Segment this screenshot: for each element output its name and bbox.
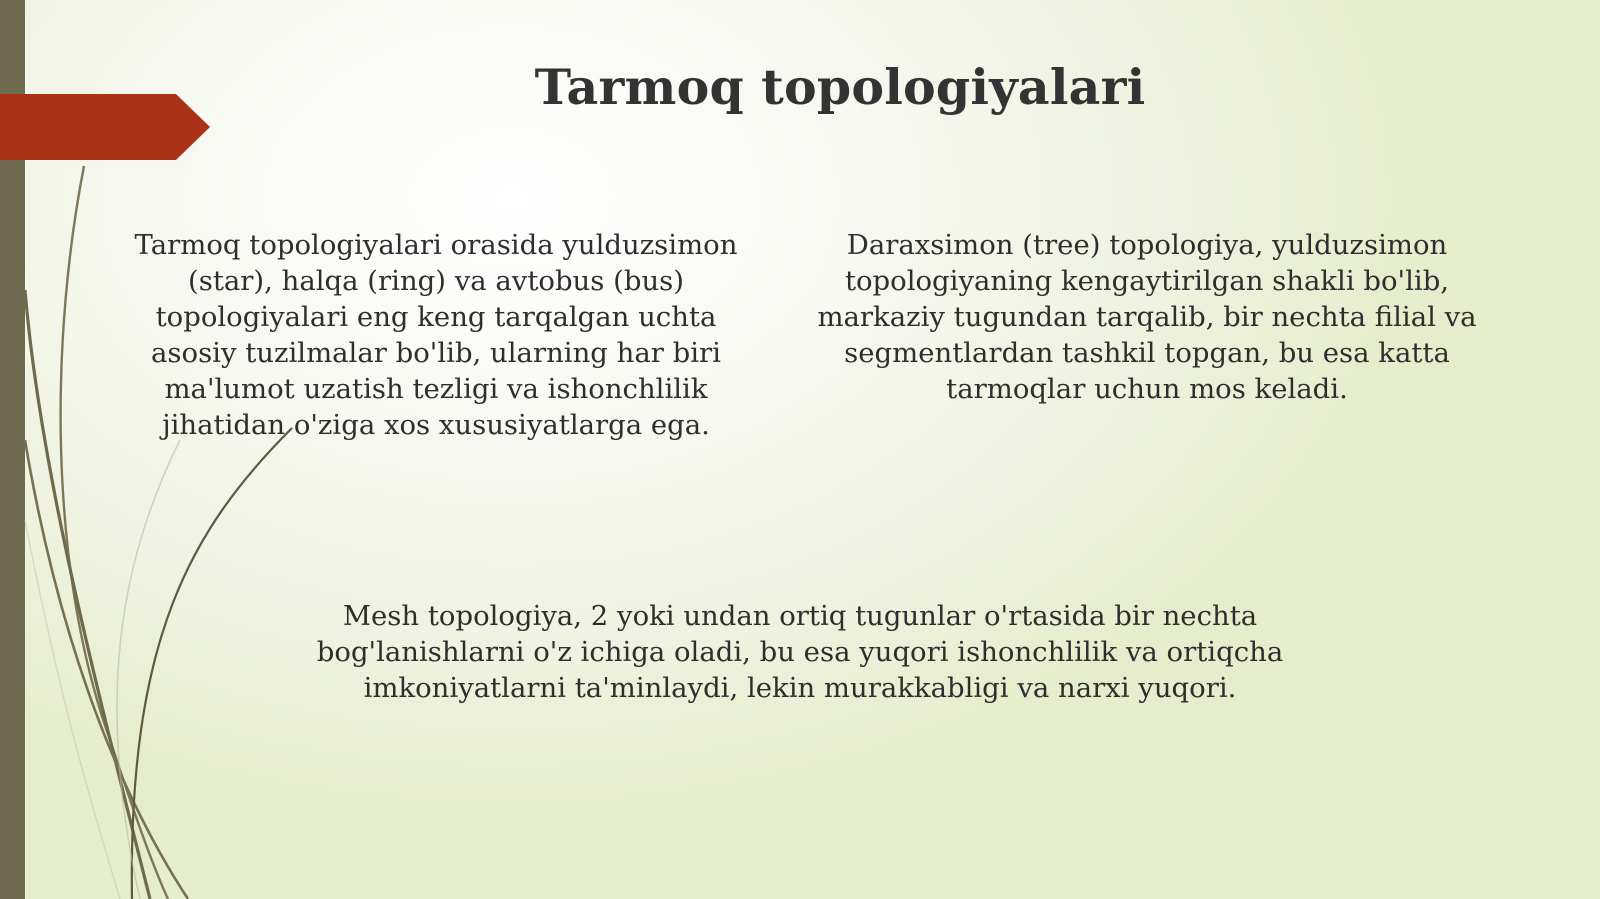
paragraph-tree-topology: Daraxsimon (tree) topologiya, yulduzsimon topologiyaning kengaytirilgan shakli bo'lib, markaziy tugundan tarqalib, bir nechta filial va segmentlardan tashkil topgan, bu esa katta tarmoqlar uchun mos keladi. <box>817 229 1477 405</box>
red-arrow-tab <box>0 94 210 160</box>
paragraph-common-topologies: Tarmoq topologiyalari orasida yulduzsimon (star), halqa (ring) va avtobus (bus) topologiyalari eng keng tarqalgan uchta asosiy tuzilmalar bo'lib, ularning har biri ma'lumot uzatish tezligi va ishonchlilik jihatidan o'ziga xos xususiyatlarga ega. <box>134 229 738 441</box>
slide-title: Tarmoq topologiyalari <box>534 58 1146 116</box>
paragraph-mesh-topology: Mesh topologiya, 2 yoki undan ortiq tugunlar o'rtasida bir nechta bog'lanishlarni o'z ichiga oladi, bu esa yuqori ishonchlilik va ortiqcha imkoniyatlarni ta'minlaydi, lekin murakkabligi va narxi yuqori. <box>316 600 1284 704</box>
